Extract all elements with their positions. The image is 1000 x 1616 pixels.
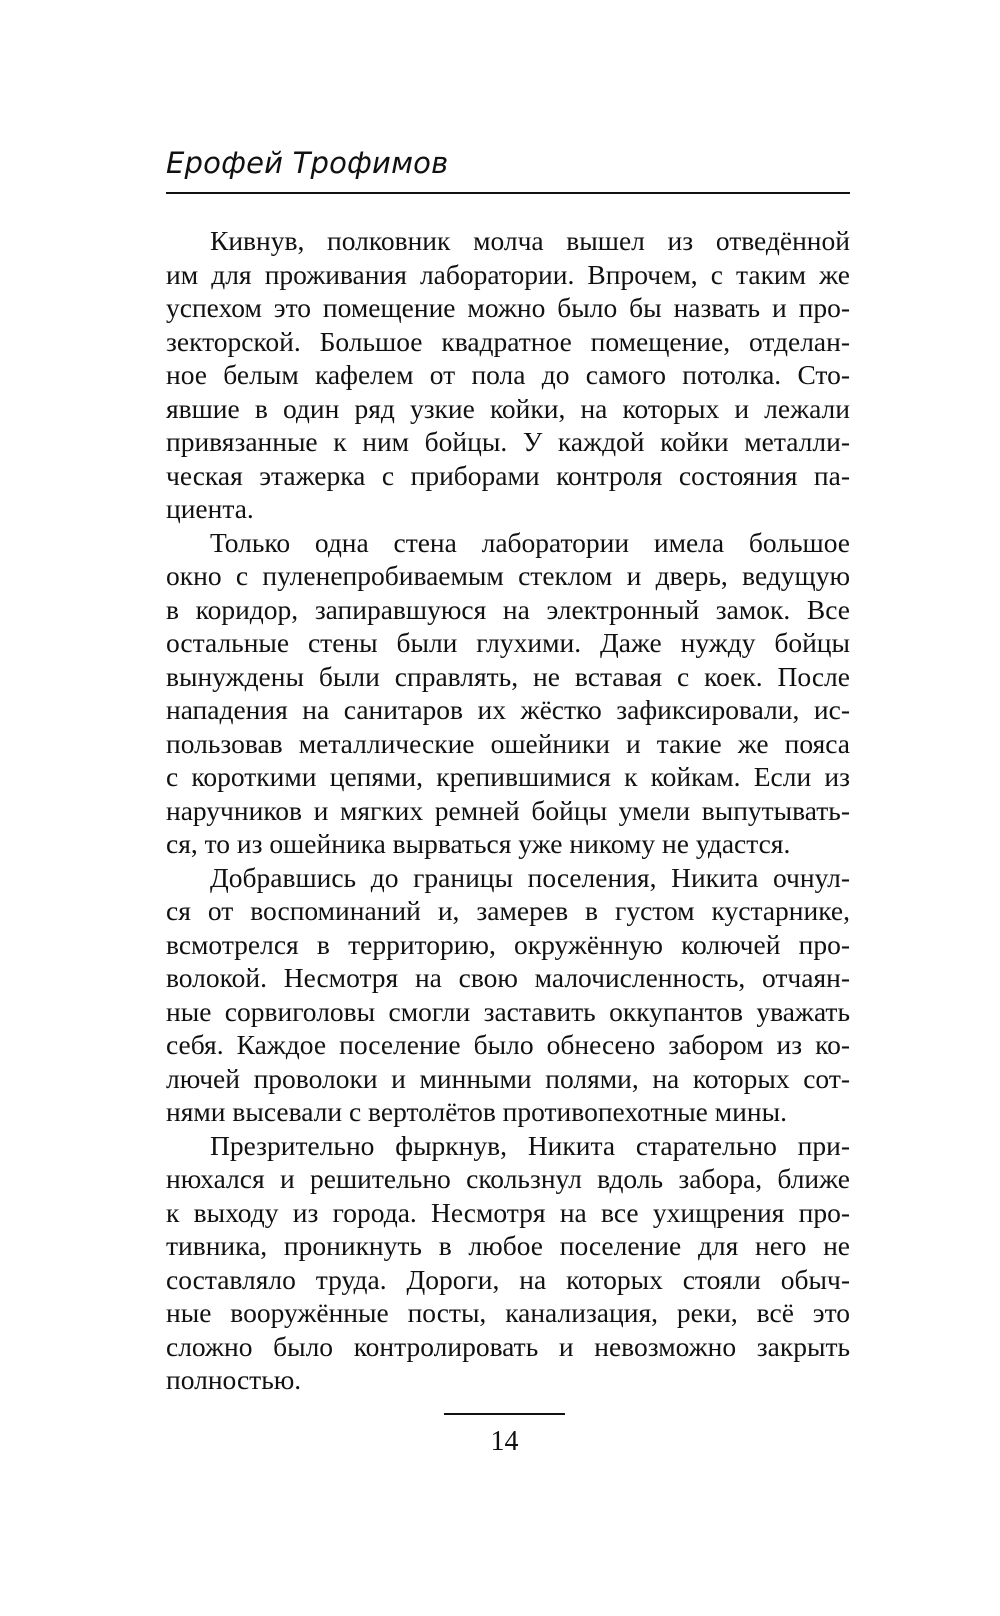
text-line: нюхался и решительно скользнул вдоль забора, ближе [166,1163,850,1194]
text-line: нями высевали с вертолётов противопехотные мины. [166,1096,787,1127]
running-header [166,140,850,194]
text-line: ное белым кафелем от пола до самого потолка. Сто- [166,359,850,390]
text-line: ные сорвиголовы смогли заставить оккупантов уважать [166,995,850,1027]
text-line: циента. [166,493,254,524]
text-line: ные вооружённые посты, канализация, реки, всё это [166,1297,850,1328]
page-number: 14 [490,1426,519,1457]
text-line: ся от воспоминаний и, замерев в густом кустарнике, [166,895,850,926]
text-line: Добравшись до границы поселения, Никита очнул- [210,861,850,893]
text-line: с короткими цепями, крепившимися к койкам. Если из [166,761,850,792]
text-line: волокой. Несмотря на свою малочисленность, отчаян- [166,962,850,993]
text-line: остальные стены были глухими. Даже нужду бойцы [166,627,850,658]
paragraph-1 [166,224,850,526]
text-line: нападения на санитаров их жёстко зафиксировали, ис- [166,694,850,725]
text-line: окно с пуленепробиваемым стеклом и дверь, ведущую [166,560,850,591]
text-line: сложно было контролировать и невозможно закрыть [166,1330,850,1362]
text-line: ческая этажерка с приборами контроля состояния па- [166,459,850,491]
paragraph-3 [166,861,850,1129]
text-line: вынуждены были справлять, не вставая с коек. После [166,660,850,692]
text-line: явшие в один ряд узкие койки, на которых и лежали [166,392,850,424]
text-line: пользовав металлические ошейники и такие же пояса [166,727,850,759]
paragraph-2 [166,526,850,861]
text-line: всмотрелся в территорию, окружённую колючей про- [166,928,850,960]
text-line: полностью. [166,1364,302,1395]
running-title: Ерофей Трофимов [166,146,449,180]
text-line: себя. Каждое поселение было обнесено забором из ко- [166,1029,850,1060]
text-line: к выходу из города. Несмотря на все ухищрения про- [166,1196,850,1228]
text-line: им для проживания лаборатории. Впрочем, с таким же [166,258,850,290]
text-line: зекторской. Большое квадратное помещение, отделан- [166,325,850,357]
text-line: Презрительно фыркнув, Никита старательно при- [210,1129,850,1161]
text-line: успехом это помещение можно было бы назвать и про- [166,292,850,323]
text-line: в коридор, запиравшуюся на электронный замок. Все [166,593,850,625]
text-line: ся, то из ошейника вырваться уже никому не удастся. [166,828,791,859]
text-line: тивника, проникнуть в любое поселение для него не [166,1230,850,1261]
text-line: Только одна стена лаборатории имела большое [210,526,850,558]
text-line: Кивнув, полковник молча вышел из отведённой [210,225,850,256]
text-line: привязанные к ним бойцы. У каждой койки металли- [166,426,850,457]
page-body [166,224,850,1397]
text-line: лючей проволоки и минными полями, на которых сот- [166,1062,850,1094]
footer-rule [444,1413,565,1415]
paragraph-4 [166,1129,850,1397]
text-line: составляло труда. Дороги, на которых стояли обыч- [166,1263,850,1295]
text-line: наручников и мягких ремней бойцы умели выпутывать- [166,794,850,826]
